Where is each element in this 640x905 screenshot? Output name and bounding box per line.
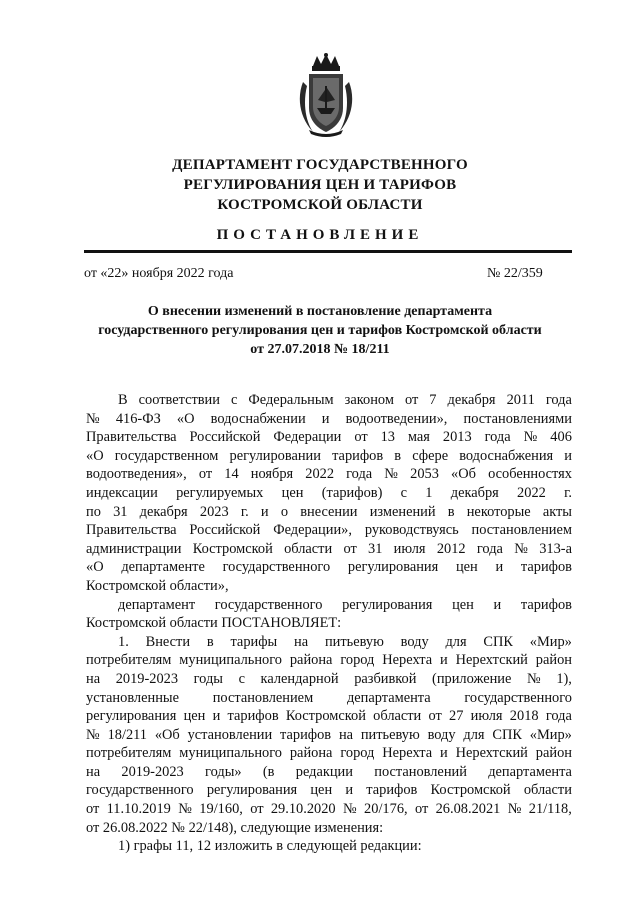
body-line: потребителям муниципального района город Нерехта и Нерехтский район xyxy=(86,652,572,669)
body-line: департамент государственного регулирования цен и тарифов xyxy=(118,596,572,613)
subject-line-2: государственного регулирования цен и тарифов Костромской области xyxy=(98,323,542,338)
body-line: от 11.10.2019 № 19/160, от 29.10.2020 № 20/176, от 26.08.2021 № 21/118, xyxy=(86,801,572,818)
body-line: 1) графы 11, 12 изложить в следующей редакции: xyxy=(118,838,422,855)
body-line: Костромской области», xyxy=(86,577,229,594)
body-line: от 26.08.2022 № 22/148), следующие изменения: xyxy=(86,819,384,836)
body-line: на 2019-2023 годы с календарной разбивкой (приложение № 1), xyxy=(86,670,572,687)
body-line: государственного регулирования цен и тарифов Костромской области xyxy=(86,782,572,799)
body-line: № 416-ФЗ «О водоснабжении и водоотведении», постановлениями xyxy=(86,410,572,427)
body-line: В соответствии с Федеральным законом от 7 декабря 2011 года xyxy=(118,392,572,408)
body-line: регулирования цен и тарифов Костромской области от 27 июля 2018 года xyxy=(86,708,572,725)
body-line: водоотведения», от 14 ноября 2022 года № 2053 «Об особенностях xyxy=(86,466,572,483)
body-line: по 31 декабря 2023 г. и о внесении изменений в некоторые акты xyxy=(86,503,572,520)
body-line: «О департаменте государственного регулирования цен и тарифов xyxy=(86,559,572,576)
kostroma-region-coat-of-arms-icon xyxy=(295,52,357,138)
department-title-line-3: КОСТРОМСКОЙ ОБЛАСТИ xyxy=(217,197,423,213)
document-body xyxy=(86,391,572,856)
body-line: «О государственном регулировании тарифов в сфере водоснабжения и xyxy=(86,447,572,464)
heading-divider xyxy=(84,250,572,253)
body-line: администрации Костромской области от 31 июля 2012 года № 313-а xyxy=(86,540,572,557)
body-line: № 18/211 «Об установлении тарифов на питьевую воду для СПК «Мир» xyxy=(86,726,572,743)
body-line: Правительства Российской Федерации», руководствуясь постановлением xyxy=(86,522,572,539)
department-title xyxy=(0,155,640,215)
document-date: от «22» ноября 2022 года xyxy=(84,266,234,281)
body-line: потребителям муниципального района город Нерехта и Нерехтский район xyxy=(86,745,572,762)
department-title-line-1: ДЕПАРТАМЕНТ ГОСУДАРСТВЕННОГО xyxy=(172,157,468,173)
body-line: индексации регулируемых цен (тарифов) с 1 декабря 2022 г. xyxy=(86,484,572,501)
document-subject xyxy=(60,302,580,359)
document-number: № 22/359 xyxy=(487,266,543,281)
body-line: установленные постановлением департамента государственного xyxy=(86,689,572,706)
subject-line-1: О внесении изменений в постановление департамента xyxy=(147,304,493,319)
subject-line-3: от 27.07.2018 № 18/211 xyxy=(250,342,390,357)
body-line: на 2019-2023 годы» (в редакции постановлений департамента xyxy=(86,763,572,780)
body-line: 1. Внести в тарифы на питьевую воду для СПК «Мир» xyxy=(118,633,572,650)
document-type-heading: ПОСТАНОВЛЕНИЕ xyxy=(216,227,424,243)
body-line: Правительства Российской Федерации от 13 мая 2013 года № 406 xyxy=(86,429,572,446)
department-title-line-2: РЕГУЛИРОВАНИЯ ЦЕН И ТАРИФОВ xyxy=(183,177,457,193)
body-line: Костромской области ПОСТАНОВЛЯЕТ: xyxy=(86,615,342,632)
